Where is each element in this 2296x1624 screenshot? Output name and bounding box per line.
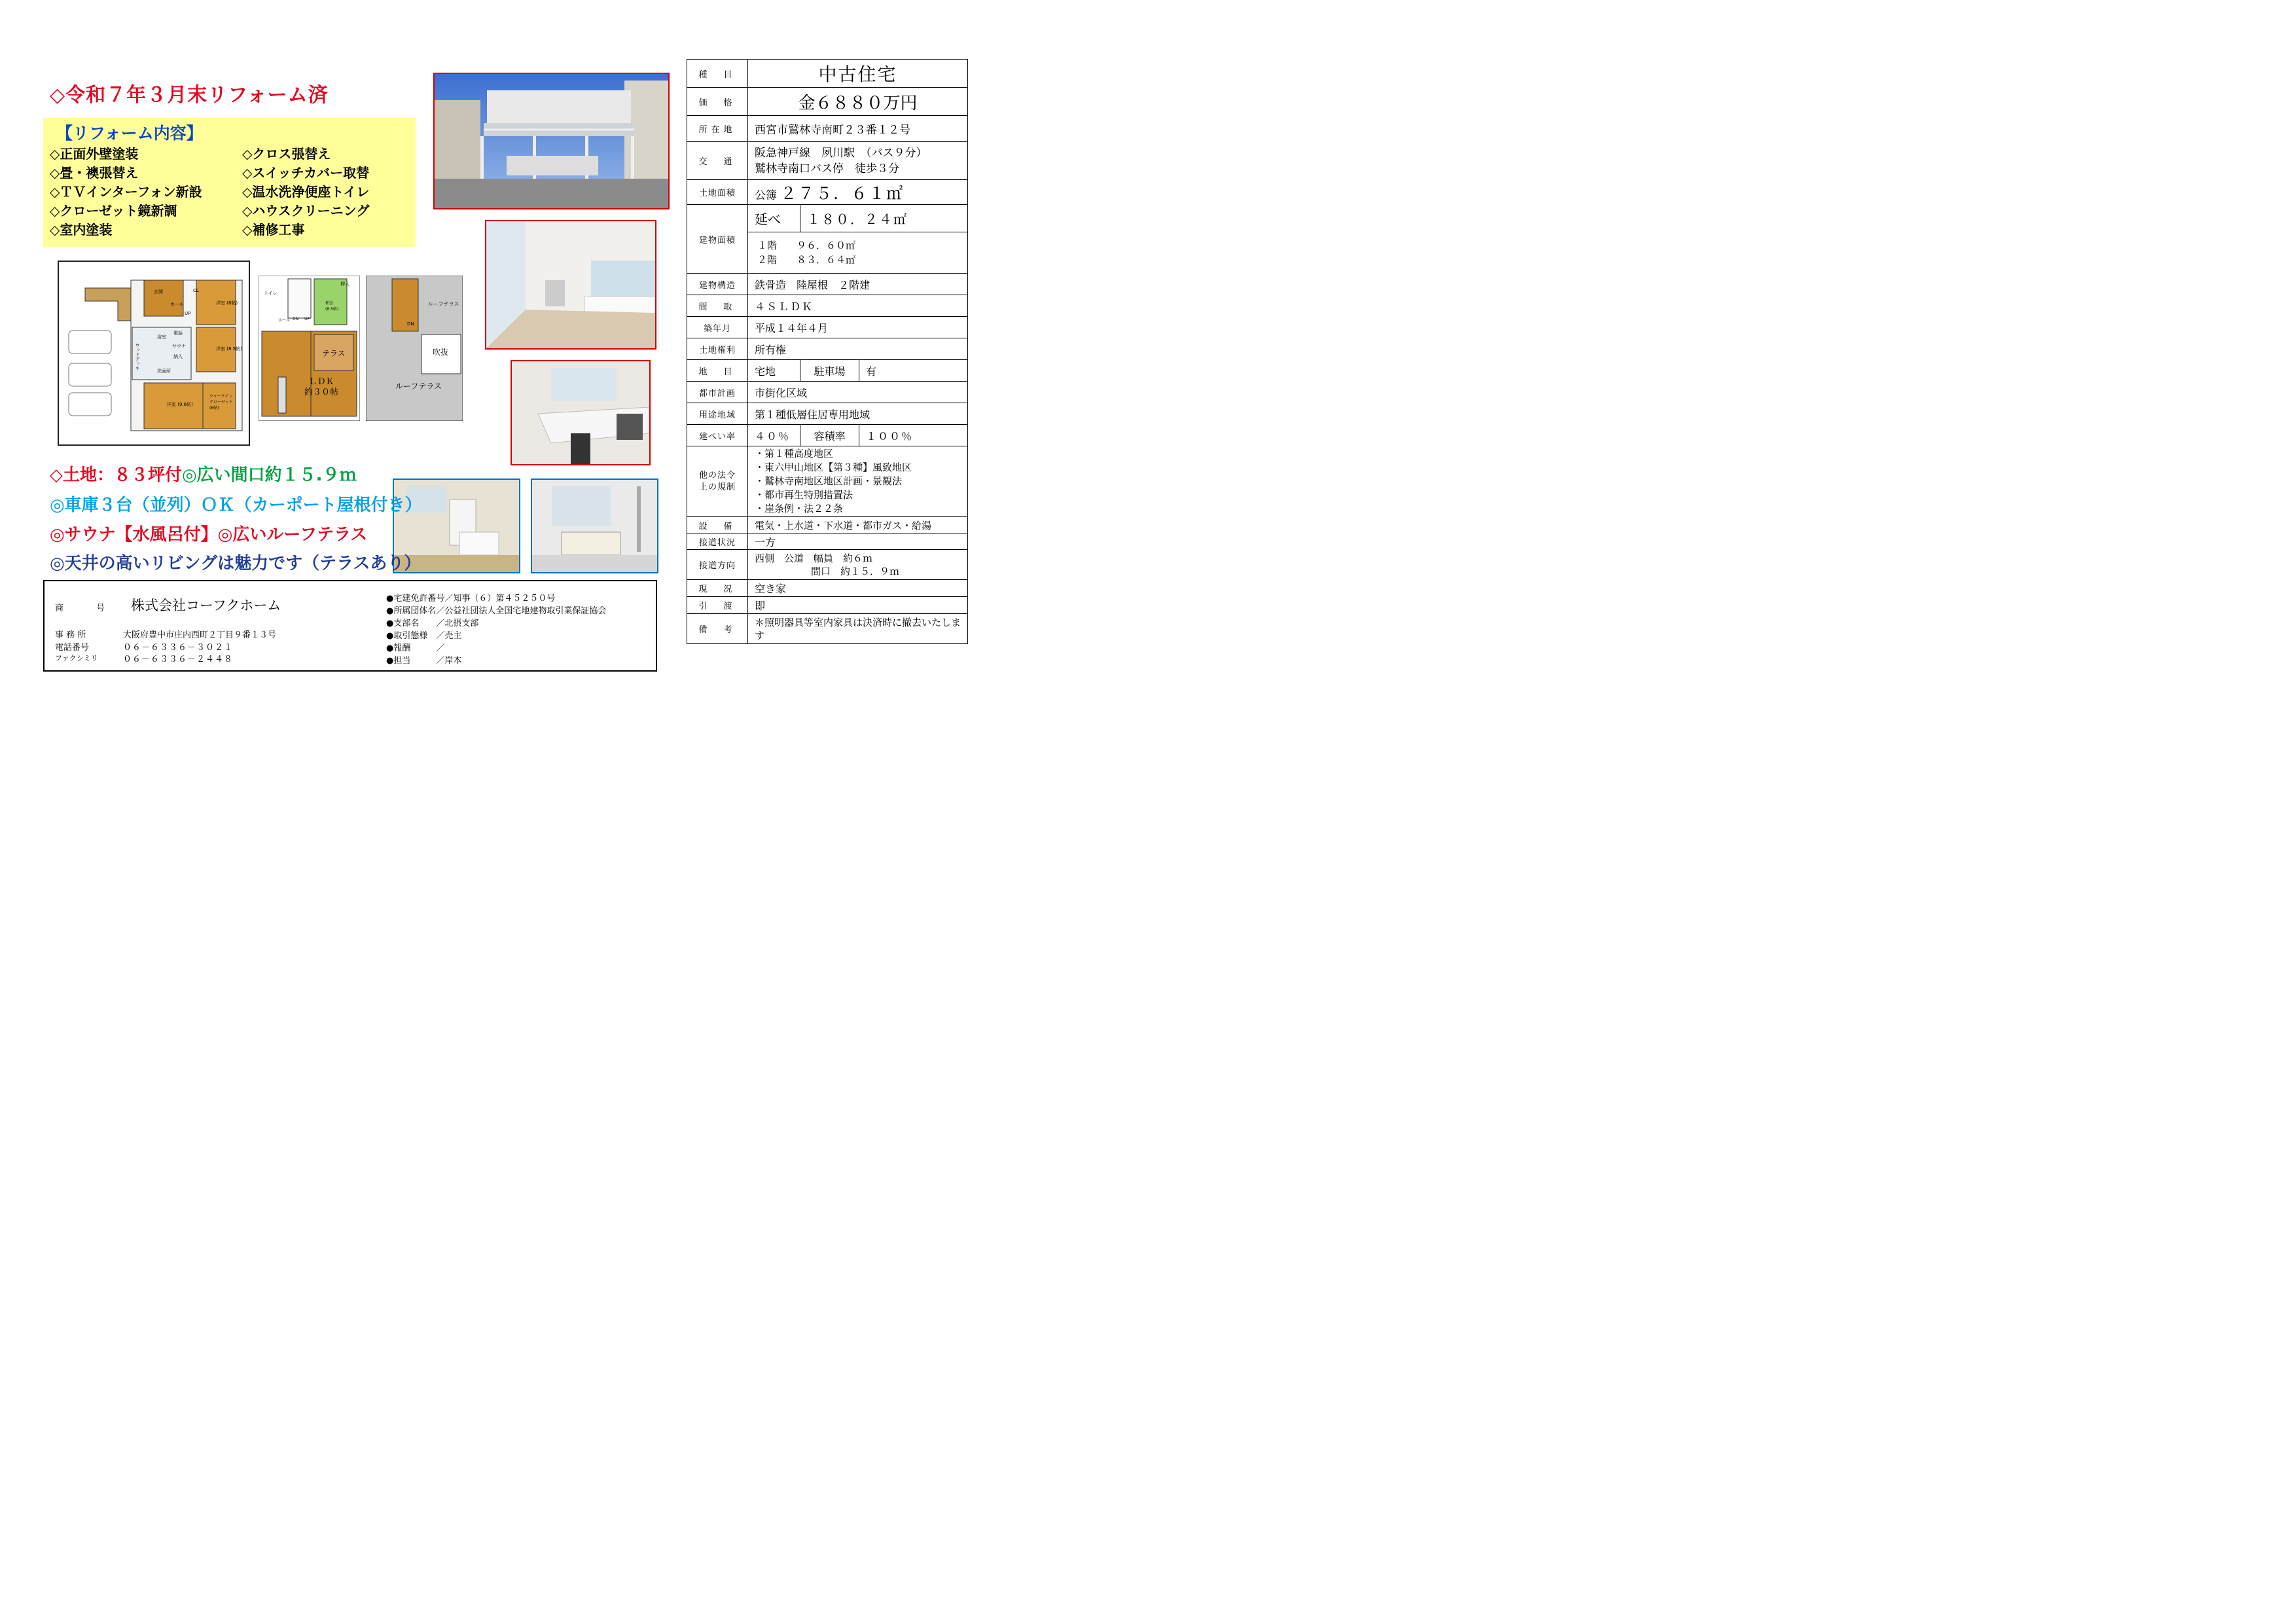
company-info-line: ●報酬 ／ [386, 643, 445, 653]
exterior-photo [433, 73, 670, 209]
plan-label: UP [304, 317, 310, 321]
spec-road: 一方 [748, 533, 968, 550]
spec-reg-item: ・鷲林寺南地区地区計画・景観法 [755, 475, 903, 487]
reform-title: 【リフォーム内容】 [56, 124, 203, 143]
company-fax: ０６－６３３６－２４４８ [123, 655, 234, 664]
reform-box [43, 118, 416, 247]
spec-label: 都市計画 [687, 382, 748, 403]
plan-label: ルーフテラス [428, 301, 459, 307]
spec-structure: 鉄骨造 陸屋根 ２階建 [748, 274, 968, 295]
spec-transport-line2: 鷲林寺南口バス停 徒歩３分 [755, 162, 899, 175]
company-info-line: ●宅建免許番号／知事（６）第４５２５０号 [386, 594, 556, 604]
spec-address: 西宮市鷲林寺南町２３番１２号 [748, 116, 968, 142]
spec-label: 種 目 [687, 60, 748, 88]
plan-label: ウォークイン クローゼット (6帖) [209, 394, 233, 410]
company-office-label: 事 務 所 [55, 630, 86, 640]
plan-label: DN [293, 317, 299, 321]
spec-plan: 市街化区域 [748, 382, 968, 403]
spec-far-label: 容積率 [800, 425, 859, 446]
spec-land-prefix: 公簿 [755, 189, 777, 202]
feature-land [50, 461, 357, 486]
spec-label: 築年月 [687, 317, 748, 338]
spec-notes: ＊照明器具等室内家具は決済時に撤去いたします [748, 614, 968, 644]
reform-item: ◇クロス張替え [242, 146, 331, 162]
spec-label: 上の規制 [698, 482, 736, 492]
spec-zoning: 第１種低層住居専用地域 [748, 403, 968, 425]
company-info-line: ●所属団体名／公益社団法人全国宅地建物取引業保証協会 [386, 606, 607, 616]
spec-far: １００％ [859, 425, 968, 446]
spec-label: 引 渡 [687, 597, 748, 614]
plan-label: 電話 [173, 331, 183, 336]
plan-label: 和室 (8.5帖) [325, 301, 339, 312]
spec-floor1: １階 ９６．６０㎡ [757, 240, 856, 251]
spec-label: 建物構造 [687, 274, 748, 295]
floorplan-3f [366, 276, 463, 421]
spec-label: 建物面積 [687, 205, 748, 274]
reform-item: ◇温水洗浄便座トイレ [242, 184, 370, 200]
plan-label: DN [407, 321, 414, 327]
spec-rights: 所有権 [748, 338, 968, 360]
spec-type: 中古住宅 [748, 60, 968, 88]
spec-land-value: ２７５．６１㎡ [780, 183, 905, 203]
reform-item: ◇ハウスクリーニング [242, 203, 370, 219]
property-spec-table [687, 59, 968, 644]
plan-label: 洋室 (8帖) [216, 300, 238, 306]
reform-list [50, 145, 410, 239]
spec-label: 地 目 [687, 360, 748, 382]
spec-label: 交 通 [687, 142, 748, 180]
spec-handover: 即 [748, 597, 968, 614]
plan-label: 押入 [340, 281, 350, 287]
plan-label: UP [185, 311, 191, 316]
spec-label: 土地面積 [687, 180, 748, 205]
plan-label: 玄関 [154, 289, 163, 295]
spec-status: 空き家 [748, 580, 968, 597]
spec-road-dir-line1: 西側 公道 幅員 約６ｍ [755, 552, 873, 564]
spec-reg-item: ・東六甲山地区【第３種】風致地区 [755, 461, 912, 473]
spec-label: 価 格 [687, 88, 748, 116]
floorplan-1f [58, 261, 250, 446]
headline: ◇令和７年３月末リフォーム済 [50, 84, 329, 107]
feature-ceiling: ◎天井の高いリビングは魅力です（テラスあり） [50, 554, 422, 573]
spec-label: 接道方向 [687, 550, 748, 580]
bathroom-photo [531, 478, 658, 573]
spec-label: 所在地 [687, 116, 748, 142]
plan-label: 納入 [173, 354, 183, 359]
spec-parking-label: 駐車場 [800, 360, 859, 382]
spec-layout: ４ＳＬＤＫ [748, 295, 968, 317]
plan-label: ルーフテラス [395, 382, 442, 391]
spec-building-total-label: 延べ [748, 205, 800, 232]
reform-item: ◇クローゼット鏡新調 [50, 203, 177, 219]
spec-reg-item: ・第１種高度地区 [755, 448, 834, 460]
reform-item: ◇畳・襖張替え [50, 165, 139, 181]
spec-coverage: ４０％ [748, 425, 800, 446]
plan-label: サウナ [172, 344, 186, 349]
plan-label: ホール [170, 302, 184, 307]
company-office: 大阪府豊中市庄内西町２丁目９番１３号 [123, 630, 277, 640]
company-fax-label: ファクシミリ [55, 654, 98, 662]
company-name-label: 商 号 [55, 604, 111, 613]
company-name: 株式会社コーフクホーム [131, 598, 281, 613]
spec-utilities: 電気・上水道・下水道・都市ガス・給湯 [748, 517, 968, 533]
spec-reg-item: ・崖条例・法２２条 [755, 503, 844, 514]
plan-label: ＬＤＫ 約３０帖 [304, 377, 339, 397]
living-photo [485, 220, 656, 350]
plan-label: CL [193, 288, 199, 293]
feature-land-text: ◇土地：８３坪付 [50, 465, 182, 485]
plan-label: 吹抜 [433, 348, 449, 357]
feature-garage: ◎車庫３台（並列）ＯＫ（カーポート屋根付き） [50, 496, 422, 515]
spec-label: 土地権利 [687, 338, 748, 360]
plan-label: テラス [322, 349, 346, 358]
spec-parking: 有 [859, 360, 968, 382]
spec-label: 備 考 [687, 614, 748, 644]
plan-label: 洋室 (9.6帖) [167, 402, 193, 407]
spec-label: 現 況 [687, 580, 748, 597]
spec-built: 平成１４年４月 [748, 317, 968, 338]
company-info-line: ●取引態様 ／売主 [386, 631, 462, 641]
spec-road-dir-line2: 間口 約１５．９ｍ [811, 565, 900, 577]
spec-label: 用途地域 [687, 403, 748, 425]
plan-label: ホール [278, 318, 290, 323]
spec-floor2: ２階 ８３．６４㎡ [757, 254, 856, 266]
spec-building-total: １８０．２４㎡ [800, 205, 968, 232]
plan-label: 洗面所 [157, 369, 171, 374]
company-box [43, 580, 657, 672]
reform-item: ◇補修工事 [242, 222, 305, 238]
plan-label: 浴室 [157, 334, 166, 340]
kitchen-photo [511, 360, 651, 465]
spec-label: 建ぺい率 [687, 425, 748, 446]
reform-item: ◇室内塗装 [50, 222, 113, 238]
floorplan-2f [259, 276, 360, 421]
feature-frontage-text: ◎広い間口約１５.９ｍ [182, 465, 357, 485]
spec-reg-item: ・都市再生特別措置法 [755, 489, 853, 501]
spec-price: 金６８８０万円 [748, 88, 968, 116]
company-phone-label: 電話番号 [55, 643, 90, 653]
spec-transport-line1: 阪急神戸線 夙川駅 （バス９分） [755, 146, 927, 160]
spec-label: 他の法令 [698, 470, 736, 480]
plan-label: トイレ [264, 291, 278, 296]
plan-label: 洋室 (8.5帖) [216, 346, 242, 352]
reform-item: ◇スイッチカバー取替 [242, 165, 370, 181]
spec-category: 宅地 [748, 360, 800, 382]
reform-item: ◇正面外壁塗装 [50, 146, 139, 162]
plan-label: ウッドデッキ [135, 343, 140, 370]
spec-label: 間 取 [687, 295, 748, 317]
company-info-line: ●支部名 ／北摂支部 [386, 619, 479, 628]
spec-label: 設 備 [687, 517, 748, 533]
company-phone: ０６－６３３６－３０２１ [123, 643, 234, 653]
feature-sauna: ◎サウナ【水風呂付】◎広いルーフテラス [50, 525, 368, 545]
reform-item: ◇ＴＶインターフォン新設 [50, 184, 202, 200]
company-info-line: ●担当 ／岸本 [386, 656, 462, 666]
spec-label: 接道状況 [687, 533, 748, 550]
